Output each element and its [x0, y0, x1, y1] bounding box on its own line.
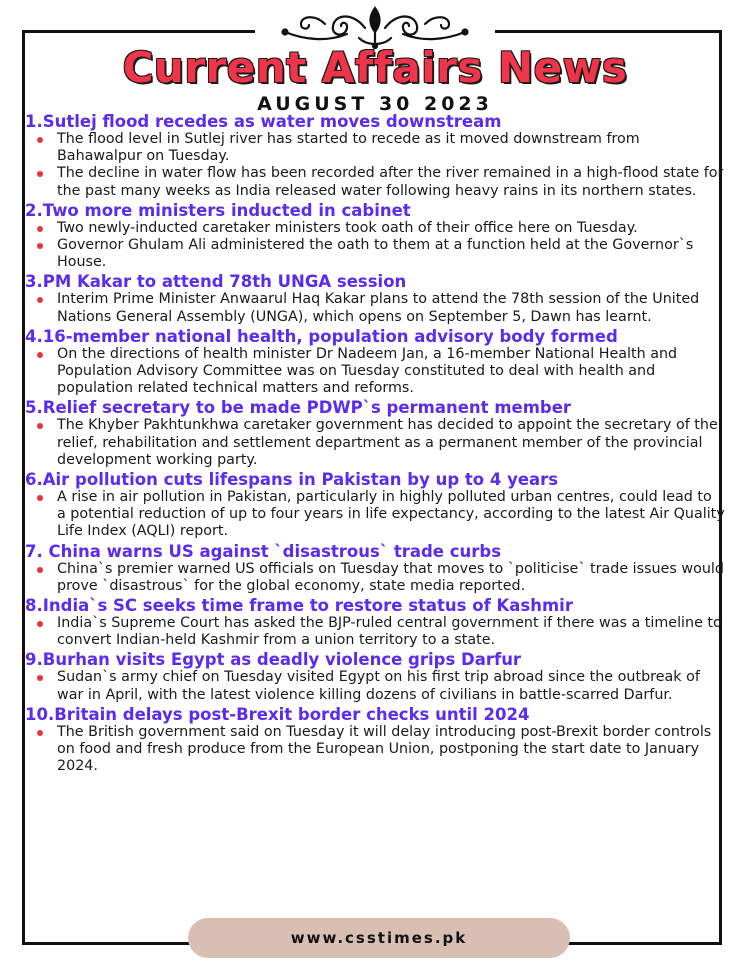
- news-point: India`s Supreme Court has asked the BJP-ruled central government if there was a timeline to convert Indian-held Kashmir from a union territory to a state.: [25, 615, 725, 649]
- news-points: [25, 220, 725, 272]
- news-point: Two newly-inducted caretaker ministers took oath of their office here on Tuesday.: [25, 220, 725, 237]
- news-points: [25, 724, 725, 776]
- news-points: [25, 417, 725, 469]
- news-headline: 3.PM Kakar to attend 78th UNGA session: [25, 272, 407, 292]
- news-point: The decline in water flow has been recorded after the river remained in a high-flood state for the past many weeks as India released water following heavy rains in its northern states.: [25, 165, 725, 199]
- news-points: [25, 561, 725, 595]
- news-points: [25, 131, 725, 200]
- news-point: Interim Prime Minister Anwaarul Haq Kakar plans to attend the 78th session of the United Nations General Assembly (UNGA), which opens on September 5, Dawn has learnt.: [25, 291, 725, 325]
- news-headline: 7. China warns US against `disastrous` trade curbs: [25, 541, 502, 561]
- news-item: [25, 272, 725, 325]
- news-point: The flood level in Sutlej river has started to recede as it moved downstream from Bahawalpur on Tuesday.: [25, 131, 725, 165]
- news-point: China`s premier warned US officials on Tuesday that moves to `politicise` trade issues would prove `disastrous` for the global economy, state media reported.: [25, 561, 725, 595]
- news-headline: 8.India`s SC seeks time frame to restore status of Kashmir: [25, 596, 573, 616]
- news-headline: 10.Britain delays post-Brexit border checks until 2024: [25, 704, 530, 724]
- news-headline: 2.Two more ministers inducted in cabinet: [25, 200, 411, 220]
- news-headline: 4.16-member national health, population advisory body formed: [25, 326, 618, 346]
- news-points: [25, 291, 725, 325]
- news-point: The British government said on Tuesday it will delay introducing post-Brexit border controls on food and fresh produce from the European Union, postponing the start date to January 2024.: [25, 724, 725, 776]
- news-point: Governor Ghulam Ali administered the oath to them at a function held at the Governor`s House.: [25, 237, 725, 271]
- news-point: A rise in air pollution in Pakistan, particularly in highly polluted urban centres, could lead to a potential reduction of up to four years in life expectancy, according to the latest Air Quality Life Index (AQLI) report.: [25, 489, 725, 541]
- news-item: [25, 542, 725, 595]
- news-headline: 6.Air pollution cuts lifespans in Pakistan by up to 4 years: [25, 470, 559, 490]
- news-point: The Khyber Pakhtunkhwa caretaker government has decided to appoint the secretary of the relief, rehabilitation and settlement department as a permanent member of the provincial development working party.: [25, 417, 725, 469]
- news-headline: 9.Burhan visits Egypt as deadly violence grips Darfur: [25, 650, 522, 670]
- news-points: [25, 489, 725, 541]
- news-headline: 5.Relief secretary to be made PDWP`s permanent member: [25, 398, 572, 418]
- news-headline: 1.Sutlej flood recedes as water moves downstream: [25, 112, 502, 131]
- news-list: [25, 112, 725, 776]
- news-points: [25, 346, 725, 398]
- news-item: [25, 705, 725, 776]
- news-points: [25, 615, 725, 649]
- page-title: Current Affairs News: [122, 43, 628, 92]
- issue-date: AUGUST 30 2023: [257, 93, 493, 115]
- news-item: [25, 398, 725, 469]
- news-item: [25, 596, 725, 649]
- news-item: [25, 327, 725, 398]
- news-item: [25, 650, 725, 703]
- news-item: [25, 201, 725, 272]
- news-point: On the directions of health minister Dr Nadeem Jan, a 16-member National Health and Population Advisory Committee was on Tuesday constituted to deal with health and population related technical matters and reforms.: [25, 346, 725, 398]
- news-point: Sudan`s army chief on Tuesday visited Egypt on his first trip abroad since the outbreak of war in April, with the latest violence killing dozens of civilians in battle-scarred Darfur.: [25, 669, 725, 703]
- news-points: [25, 669, 725, 703]
- footer-badge: [188, 918, 570, 958]
- news-item: [25, 470, 725, 541]
- news-item: [25, 112, 725, 200]
- website-link[interactable]: www.csstimes.pk: [290, 929, 468, 947]
